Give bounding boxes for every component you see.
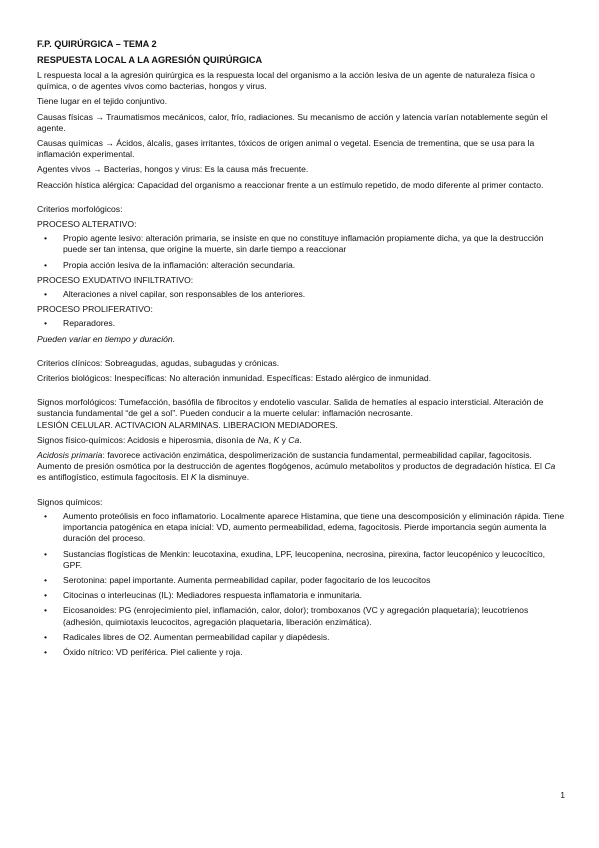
list-item: • Óxido nítrico: VD periférica. Piel caliente y roja. bbox=[44, 646, 243, 657]
bullet-icon: • bbox=[44, 289, 48, 300]
list-item: • Radicales libres de O2. Aumentan permeabilidad capilar y diapédesis. bbox=[44, 631, 330, 642]
bullet-icon: • bbox=[44, 646, 48, 657]
intro-paragraph-5: Agentes vivos → Bacterias, hongos y virus: Es la causa más frecuente. bbox=[37, 164, 309, 175]
exudativo-list bbox=[37, 289, 565, 300]
morfologicos-note: Pueden variar en tiempo y duración. bbox=[37, 333, 176, 344]
alterativo-list bbox=[37, 233, 565, 271]
proliferativo-heading: PROCESO PROLIFERATIVO: bbox=[37, 304, 153, 315]
document-title: F.P. QUIRÚRGICA – TEMA 2 bbox=[37, 39, 157, 49]
bullet-icon: • bbox=[44, 510, 48, 521]
document-page bbox=[37, 38, 565, 662]
signos-fisico-quimicos: Signos físico-químicos: Acidosis e hiperosmia, disonía de Na, K y Ca. bbox=[37, 434, 302, 445]
list-item: • Alteraciones a nivel capilar, son responsables de los anteriores. bbox=[44, 289, 306, 300]
bullet-icon: • bbox=[44, 233, 48, 244]
morfologicos-heading: Criterios morfológicos: bbox=[37, 203, 123, 214]
list-item: • Aumento proteólisis en foco inflamatorio. Localmente aparece Histamina, que tiene una descomposición y eliminación rápida. Tiene importancia patogénica en etapa inicial: VD, aumento permeabilidad, edema, fagocitosis. Pierde importancia según aumenta la duración del proceso. bbox=[44, 510, 565, 544]
intro-paragraph-4: Causas químicas → Ácidos, álcalis, gases irritantes, tóxicos de origen animal o vegetal. Esencia de trementina, que se usa para la inflamación experimental. bbox=[37, 138, 535, 160]
document-subtitle: RESPUESTA LOCAL A LA AGRESIÓN QUIRÚRGICA bbox=[37, 55, 263, 65]
bullet-icon: • bbox=[44, 259, 48, 270]
bullet-icon: • bbox=[44, 548, 48, 559]
list-item: • Eicosanoides: PG (enrojecimiento piel, inflamación, calor, dolor); tromboxanos (VC y agregación plaquetaria); leucotrienos (adhesión, quimiotaxis leucocitos, agregación plaquetaria, liberación enzimática). bbox=[44, 605, 529, 627]
criterios-clinicos: Criterios clínicos: Sobreagudas, agudas, subagudas y crónicas. bbox=[37, 357, 280, 368]
list-item: • Citocinas o interleucinas (IL): Mediadores respuesta inflamatoria e inmunitaria. bbox=[44, 590, 363, 601]
bullet-icon: • bbox=[44, 590, 48, 601]
intro-paragraph-3: Causas físicas → Traumatismos mecánicos, calor, frío, radiaciones. Su mecanismo de acción y latencia varían notablemente según el agente. bbox=[37, 111, 548, 133]
signos-morfologicos: Signos morfológicos: Tumefacción, basófila de fibrocitos y endotelio vascular. Salida de hematíes al espacio intersticial. Alteración de sustancia fundamental “de gel a sol”. Pueden conducir a la muerte celular: inflamación necrosante. bbox=[37, 397, 544, 419]
list-item: • Propio agente lesivo: alteración primaria, se insiste en que no constituye inflamación propiamente dicha, ya que la destrucción puede ser tan intensa, que origine la muerte, sin darle tiempo a reaccionar bbox=[44, 233, 544, 255]
lesion-celular: LESIÓN CELULAR. ACTIVACION ALARMINAS. LIBERACION MEDIADORES. bbox=[37, 419, 338, 430]
intro-paragraph-2: Tiene lugar en el tejido conjuntivo. bbox=[37, 96, 168, 107]
acidosis-primaria: Acidosis primaria: favorece activación enzimática, despolimerización de sustancia fundamental, permeabilidad capilar, fagocitosis. Aumento de presión osmótica por la destrucción de agentes flogógenos, acúmulo metabolitos y productos de degradación hística. El Ca es antiflogístico, estimula fagocitosis. El K la disminuye. bbox=[37, 450, 556, 483]
quimicos-heading: Signos químicos: bbox=[37, 496, 103, 507]
proliferativo-list bbox=[37, 318, 565, 329]
page-number: 1 bbox=[560, 790, 565, 800]
criterios-biologicos: Criterios biológicos: Inespecíficas: No alteración inmunidad. Específicas: Estado alérgico de inmunidad. bbox=[37, 373, 432, 384]
bullet-icon: • bbox=[44, 574, 48, 585]
list-item: • Serotonina: papel importante. Aumenta permeabilidad capilar, poder fagocitario de los leucocitos bbox=[44, 574, 431, 585]
bullet-icon: • bbox=[44, 318, 48, 329]
intro-paragraph-6: Reacción hística alérgica: Capacidad del organismo a reaccionar frente a un estímulo repetido, de modo diferente al primer contacto. bbox=[37, 179, 544, 190]
bullet-icon: • bbox=[44, 605, 48, 616]
list-item: • Sustancias flogísticas de Menkin: leucotaxina, exudina, LPF, leucopenina, necrosina, pirexina, factor leucopénico y leucocítico, GPF. bbox=[44, 548, 546, 570]
exudativo-heading: PROCESO EXUDATIVO INFILTRATIVO: bbox=[37, 274, 194, 285]
bullet-icon: • bbox=[44, 631, 48, 642]
list-item: • Propia acción lesiva de la inflamación: alteración secundaria. bbox=[44, 259, 296, 270]
intro-paragraph-1: L respuesta local a la agresión quirúrgica es la respuesta local del organismo a la acción lesiva de un agente de naturaleza física o química, o de agentes vivos como bacterias, hongos y virus. bbox=[37, 70, 535, 92]
quimicos-list bbox=[37, 511, 565, 658]
list-item: • Reparadores. bbox=[44, 318, 116, 329]
alterativo-heading: PROCESO ALTERATIVO: bbox=[37, 219, 137, 230]
